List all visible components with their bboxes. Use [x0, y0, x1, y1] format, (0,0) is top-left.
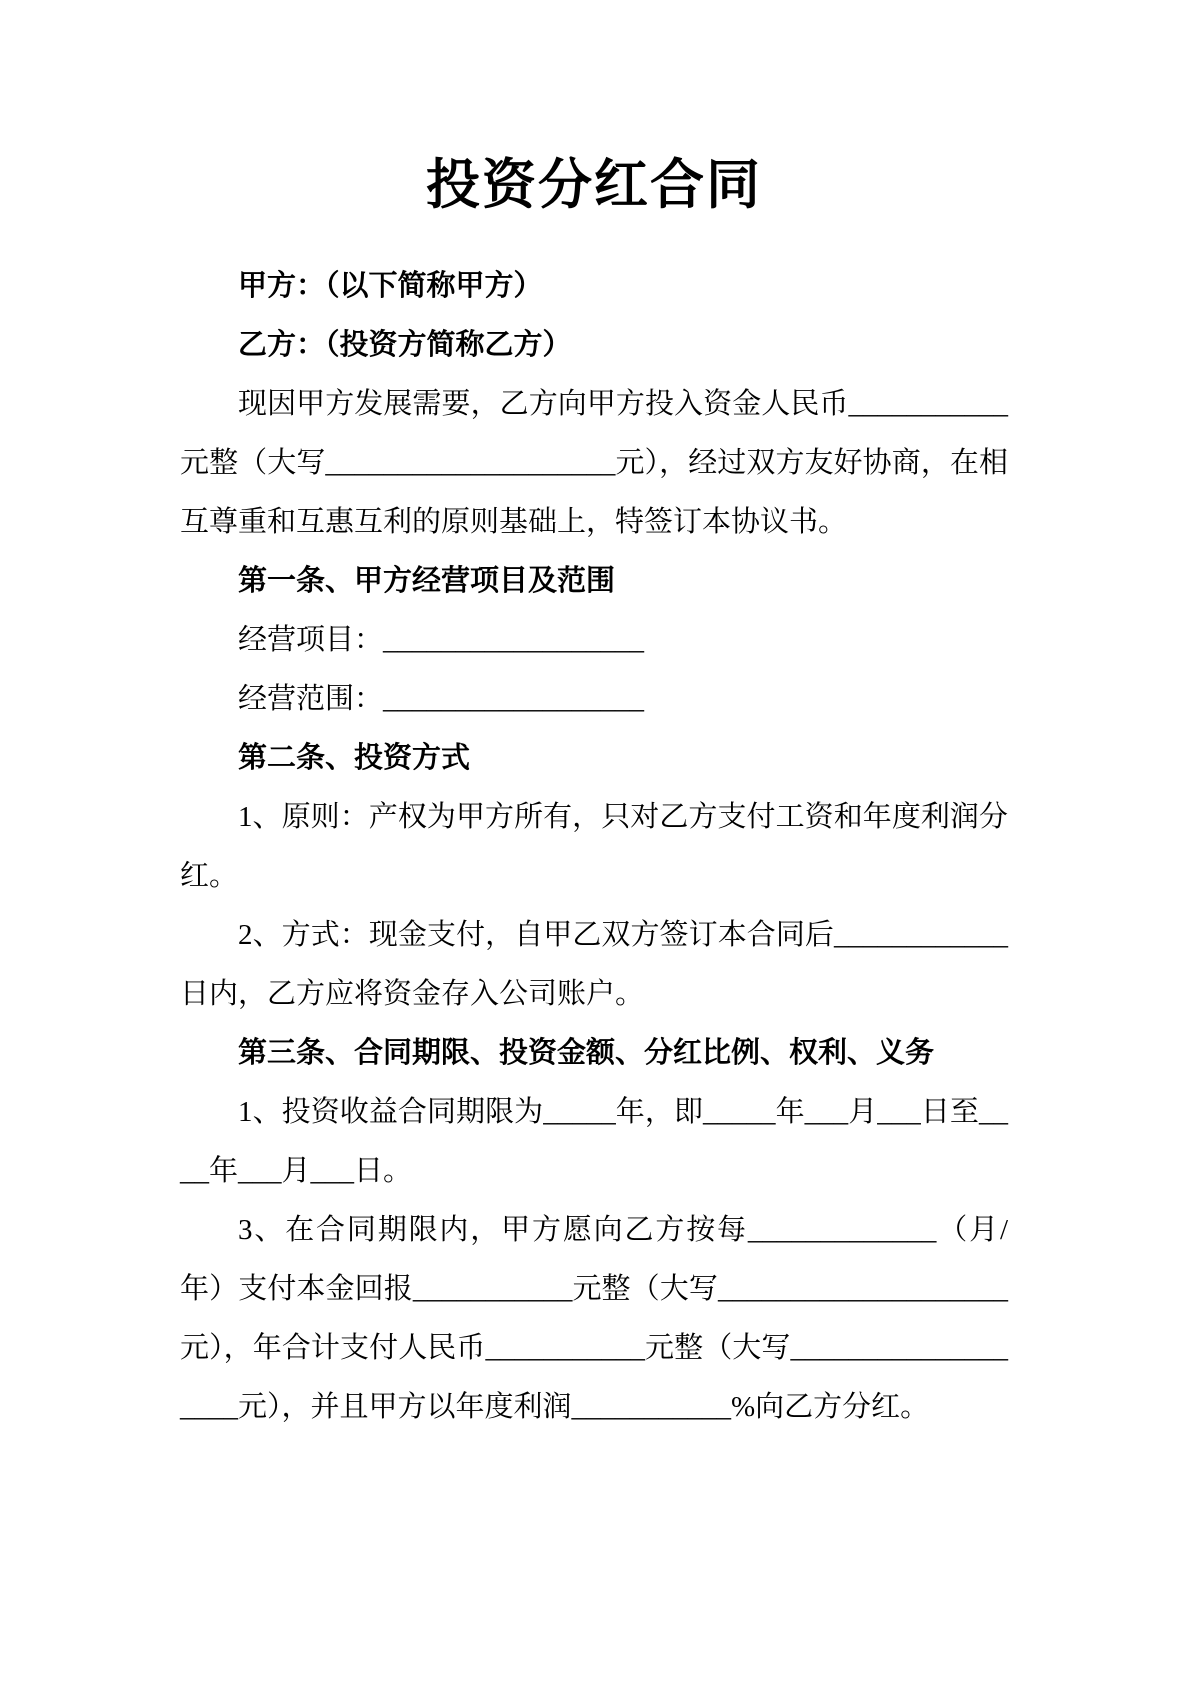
payment-dividend-paragraph: 3、在合同期限内，甲方愿向乙方按每_____________（月/年）支付本金回报___________元整（大写____________________元），年合计支付人民币___________元整（大写___________________元），并且甲方以年度利润___________%向乙方分红。 — [180, 1214, 1008, 1423]
business-project-line: 经营项目：__________________ — [238, 624, 645, 656]
section-1-heading: 第一条、甲方经营项目及范围 — [238, 565, 616, 597]
party-a-line: 甲方：（以下简称甲方） — [238, 270, 543, 302]
intro-paragraph: 现因甲方发展需要，乙方向甲方投入资金人民币___________元整（大写____________________元），经过双方友好协商，在相互尊重和互惠互利的原则基础上，特签订本协议书。 — [180, 388, 1008, 538]
contract-term-paragraph: 1、投资收益合同期限为_____年，即_____年___月___日至____年___月___日。 — [180, 1096, 1008, 1187]
business-scope-line: 经营范围：__________________ — [238, 683, 645, 715]
section-2-heading: 第二条、投资方式 — [238, 742, 471, 774]
section-3-heading: 第三条、合同期限、投资金额、分红比例、权利、义务 — [238, 1037, 935, 1069]
document-title: 投资分红合同 — [426, 155, 762, 215]
investment-principle-paragraph: 1、原则：产权为甲方所有，只对乙方支付工资和年度利润分红。 — [180, 801, 1008, 892]
party-b-line: 乙方：（投资方简称乙方） — [238, 329, 572, 361]
investment-method-paragraph: 2、方式：现金支付，自甲乙双方签订本合同后____________日内，乙方应将资金存入公司账户。 — [180, 919, 1008, 1010]
